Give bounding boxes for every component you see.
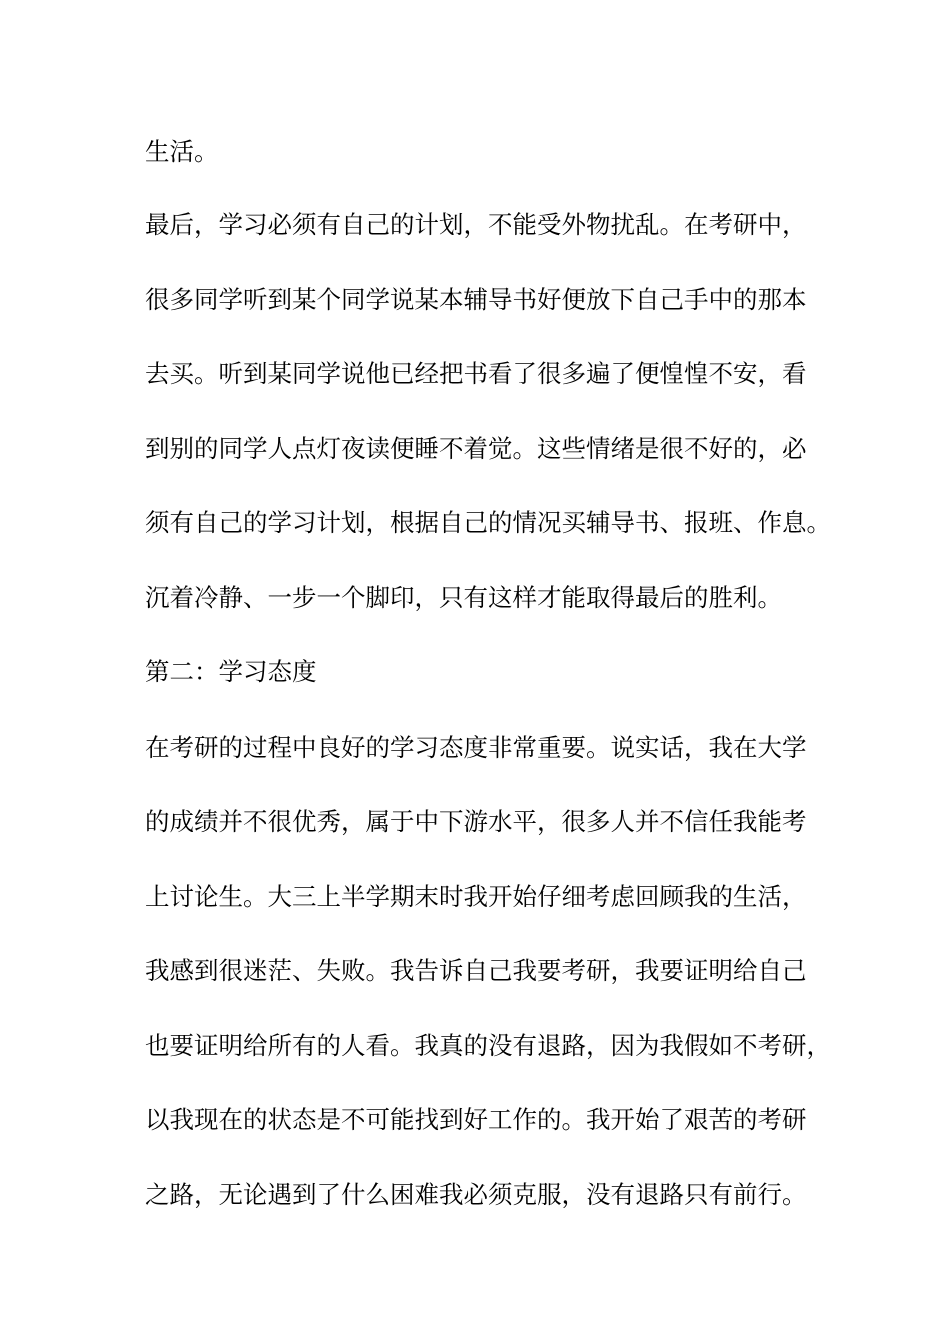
text-line: 须有自己的学习计划，根据自己的情况买辅导书、报班、作息。 <box>145 508 831 537</box>
text-line: 以我现在的状态是不可能找到好工作的。我开始了艰苦的考研 <box>145 1105 807 1134</box>
text-line: 之路，无论遇到了什么困难我必须克服，没有退路只有前行。 <box>145 1180 807 1209</box>
text-line: 在考研的过程中良好的学习态度非常重要。说实话，我在大学 <box>145 733 807 762</box>
text-line: 我感到很迷茫、失败。我告诉自己我要考研，我要证明给自己 <box>145 956 807 985</box>
section-heading: 第二：学习态度 <box>145 657 317 686</box>
text-line: 去买。听到某同学说他已经把书看了很多遍了便惶惶不安，看 <box>145 359 807 388</box>
text-line: 也要证明给所有的人看。我真的没有退路，因为我假如不考研， <box>145 1031 831 1060</box>
text-line: 沉着冷静、一步一个脚印，只有这样才能取得最后的胜利。 <box>145 583 782 612</box>
text-line: 上讨论生。大三上半学期末时我开始仔细考虑回顾我的生活， <box>145 882 807 911</box>
text-line: 最后，学习必须有自己的计划，不能受外物扰乱。在考研中， <box>145 210 807 239</box>
text-line: 的成绩并不很优秀，属于中下游水平，很多人并不信任我能考 <box>145 807 807 836</box>
text-line: 很多同学听到某个同学说某本辅导书好便放下自己手中的那本 <box>145 285 807 314</box>
text-line: 到别的同学人点灯夜读便睡不着觉。这些情绪是很不好的，必 <box>145 434 807 463</box>
text-line: 生活。 <box>145 137 219 166</box>
